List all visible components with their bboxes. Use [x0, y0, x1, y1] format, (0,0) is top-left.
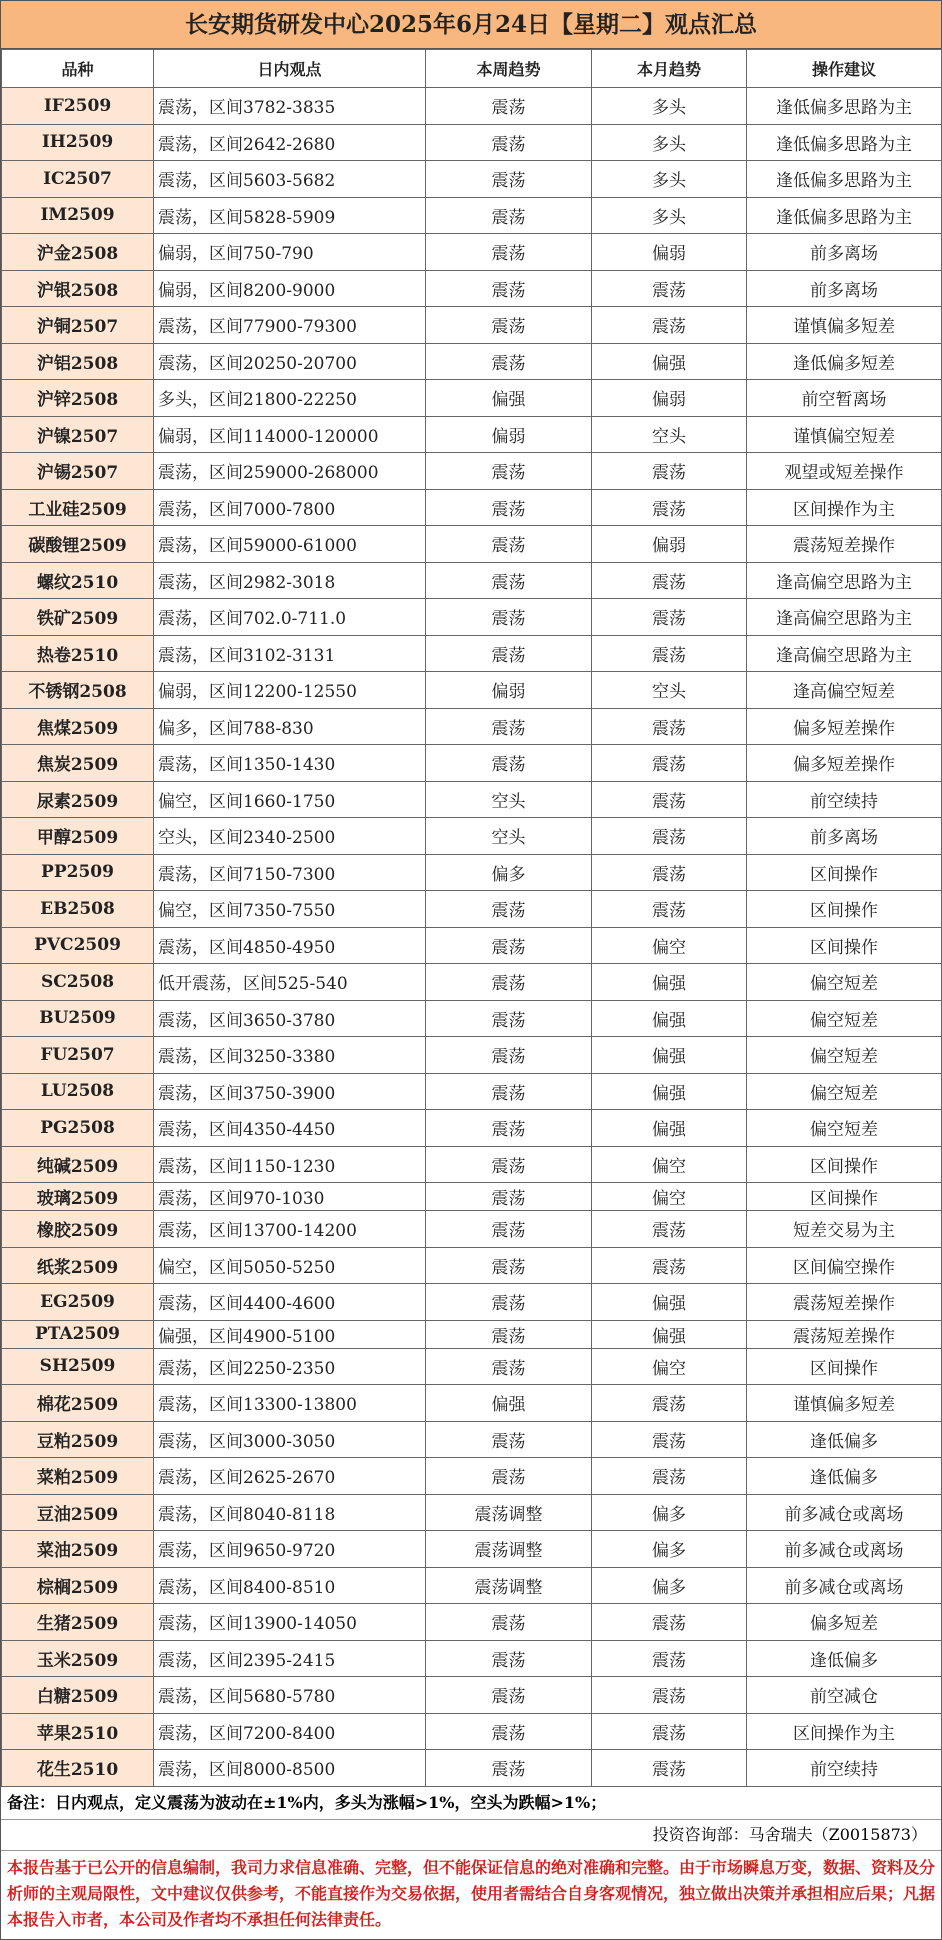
cell-advice: 前空续持: [747, 1750, 942, 1787]
table-row: [2, 234, 942, 271]
cell-intraday-view: 震荡，区间3650-3780: [154, 1000, 426, 1037]
cell-advice: 偏多短差操作: [747, 708, 942, 745]
table-row: [2, 927, 942, 964]
cell-weekly-trend: 震荡: [426, 234, 592, 271]
cell-monthly-trend: 震荡: [592, 745, 747, 782]
cell-weekly-trend: 震荡: [426, 526, 592, 563]
cell-intraday-view: 震荡，区间7200-8400: [154, 1713, 426, 1750]
cell-variety: 螺纹2510: [2, 562, 154, 599]
table-row: [2, 1320, 942, 1348]
cell-variety: IF2509: [2, 88, 154, 125]
table-row: [2, 1073, 942, 1110]
cell-advice: 前多减仓或离场: [747, 1494, 942, 1531]
cell-intraday-view: 震荡，区间13700-14200: [154, 1211, 426, 1248]
cell-intraday-view: 震荡，区间3250-3380: [154, 1037, 426, 1074]
cell-intraday-view: 震荡，区间3782-3835: [154, 88, 426, 125]
cell-monthly-trend: 震荡: [592, 1421, 747, 1458]
cell-variety: 沪铝2508: [2, 343, 154, 380]
cell-weekly-trend: 震荡: [426, 1146, 592, 1183]
report-title: 长安期货研发中心2025年6月24日【星期二】观点汇总: [1, 1, 941, 49]
cell-advice: 区间操作: [747, 927, 942, 964]
header-weekly-trend: 本周趋势: [426, 50, 592, 88]
table-row: [2, 489, 942, 526]
cell-monthly-trend: 多头: [592, 124, 747, 161]
cell-weekly-trend: 震荡: [426, 1037, 592, 1074]
cell-intraday-view: 震荡，区间4350-4450: [154, 1110, 426, 1147]
table-row: [2, 1348, 942, 1385]
table-row: [2, 161, 942, 198]
cell-advice: 偏空短差: [747, 964, 942, 1001]
cell-advice: 震荡短差操作: [747, 1320, 942, 1348]
cell-variety: LU2508: [2, 1073, 154, 1110]
cell-weekly-trend: 震荡: [426, 599, 592, 636]
cell-variety: 沪银2508: [2, 270, 154, 307]
cell-weekly-trend: 震荡调整: [426, 1494, 592, 1531]
cell-weekly-trend: 震荡: [426, 343, 592, 380]
cell-advice: 谨慎偏多短差: [747, 1385, 942, 1422]
cell-variety: FU2507: [2, 1037, 154, 1074]
cell-monthly-trend: 空头: [592, 416, 747, 453]
table-row: [2, 708, 942, 745]
cell-intraday-view: 震荡，区间13300-13800: [154, 1385, 426, 1422]
cell-advice: 谨慎偏多短差: [747, 307, 942, 344]
cell-variety: 豆粕2509: [2, 1421, 154, 1458]
disclaimer: 本报告基于已公开的信息编制，我司力求信息准确、完整，但不能保证信息的绝对准确和完整。由于市场瞬息万变，数据、资料及分析师的主观局限性，文中建议仅供参考，不能直接作为交易依据，使用者需结合自身客观情况，独立做出决策并承担相应后果；凡据本报告入市者，本公司及作者均不承担任何法律责任。: [7, 1857, 936, 1929]
cell-monthly-trend: 震荡: [592, 854, 747, 891]
cell-intraday-view: 低开震荡，区间525-540: [154, 964, 426, 1001]
cell-advice: 区间操作为主: [747, 489, 942, 526]
cell-advice: 逢低偏多思路为主: [747, 124, 942, 161]
table-row: [2, 307, 942, 344]
cell-intraday-view: 震荡，区间8400-8510: [154, 1567, 426, 1604]
table-header-row: [2, 50, 942, 88]
cell-variety: PP2509: [2, 854, 154, 891]
cell-intraday-view: 震荡，区间7150-7300: [154, 854, 426, 891]
cell-intraday-view: 震荡，区间4850-4950: [154, 927, 426, 964]
cell-variety: 碳酸锂2509: [2, 526, 154, 563]
cell-variety: 沪金2508: [2, 234, 154, 271]
cell-advice: 偏多短差: [747, 1604, 942, 1641]
cell-weekly-trend: 空头: [426, 781, 592, 818]
table-row: [2, 1640, 942, 1677]
cell-monthly-trend: 多头: [592, 88, 747, 125]
cell-weekly-trend: 偏弱: [426, 672, 592, 709]
cell-weekly-trend: 震荡: [426, 1677, 592, 1714]
cell-monthly-trend: 震荡: [592, 1640, 747, 1677]
cell-advice: 逢低偏多: [747, 1640, 942, 1677]
cell-monthly-trend: 偏弱: [592, 526, 747, 563]
cell-intraday-view: 震荡，区间2250-2350: [154, 1348, 426, 1385]
cell-intraday-view: 震荡，区间5603-5682: [154, 161, 426, 198]
table-row: [2, 818, 942, 855]
cell-intraday-view: 震荡，区间259000-268000: [154, 453, 426, 490]
cell-weekly-trend: 震荡: [426, 1713, 592, 1750]
header-advice: 操作建议: [747, 50, 942, 88]
cell-advice: 逢低偏多短差: [747, 343, 942, 380]
table-row: [2, 1037, 942, 1074]
cell-weekly-trend: 震荡: [426, 745, 592, 782]
table-row: [2, 745, 942, 782]
cell-variety: 豆油2509: [2, 1494, 154, 1531]
cell-intraday-view: 震荡，区间9650-9720: [154, 1531, 426, 1568]
table-row: [2, 526, 942, 563]
cell-variety: SC2508: [2, 964, 154, 1001]
cell-weekly-trend: 震荡: [426, 635, 592, 672]
table-row: [2, 891, 942, 928]
cell-monthly-trend: 偏强: [592, 1320, 747, 1348]
cell-variety: PG2508: [2, 1110, 154, 1147]
cell-variety: 玉米2509: [2, 1640, 154, 1677]
cell-advice: 区间操作: [747, 854, 942, 891]
table-row: [2, 1284, 942, 1321]
table-row: [2, 599, 942, 636]
cell-intraday-view: 震荡，区间77900-79300: [154, 307, 426, 344]
cell-monthly-trend: 偏强: [592, 343, 747, 380]
cell-monthly-trend: 震荡: [592, 635, 747, 672]
cell-advice: 前多离场: [747, 818, 942, 855]
cell-variety: EG2509: [2, 1284, 154, 1321]
cell-intraday-view: 震荡，区间5680-5780: [154, 1677, 426, 1714]
cell-variety: 不锈钢2508: [2, 672, 154, 709]
cell-weekly-trend: 震荡: [426, 708, 592, 745]
cell-intraday-view: 偏空，区间1660-1750: [154, 781, 426, 818]
cell-variety: IM2509: [2, 197, 154, 234]
cell-variety: 苹果2510: [2, 1713, 154, 1750]
cell-weekly-trend: 震荡: [426, 1348, 592, 1385]
cell-intraday-view: 震荡，区间1150-1230: [154, 1146, 426, 1183]
cell-weekly-trend: 震荡: [426, 489, 592, 526]
cell-variety: 白糖2509: [2, 1677, 154, 1714]
cell-intraday-view: 震荡，区间59000-61000: [154, 526, 426, 563]
table-row: [2, 270, 942, 307]
cell-weekly-trend: 震荡: [426, 1750, 592, 1787]
cell-intraday-view: 震荡，区间2625-2670: [154, 1458, 426, 1495]
cell-weekly-trend: 震荡: [426, 1640, 592, 1677]
cell-advice: 逢低偏多思路为主: [747, 88, 942, 125]
cell-weekly-trend: 震荡: [426, 124, 592, 161]
table-row: [2, 1677, 942, 1714]
cell-monthly-trend: 震荡: [592, 1385, 747, 1422]
cell-variety: SH2509: [2, 1348, 154, 1385]
table-row: [2, 1110, 942, 1147]
cell-intraday-view: 震荡，区间4400-4600: [154, 1284, 426, 1321]
cell-variety: EB2508: [2, 891, 154, 928]
table-row: [2, 1458, 942, 1495]
cell-weekly-trend: 震荡: [426, 1000, 592, 1037]
cell-intraday-view: 偏弱，区间8200-9000: [154, 270, 426, 307]
cell-variety: 橡胶2509: [2, 1211, 154, 1248]
cell-variety: IC2507: [2, 161, 154, 198]
header-monthly-trend: 本月趋势: [592, 50, 747, 88]
cell-intraday-view: 震荡，区间702.0-711.0: [154, 599, 426, 636]
cell-weekly-trend: 震荡: [426, 891, 592, 928]
cell-variety: 沪锡2507: [2, 453, 154, 490]
cell-monthly-trend: 震荡: [592, 453, 747, 490]
cell-intraday-view: 多头，区间21800-22250: [154, 380, 426, 417]
cell-advice: 前空续持: [747, 781, 942, 818]
cell-monthly-trend: 偏多: [592, 1531, 747, 1568]
header-intraday-view: 日内观点: [154, 50, 426, 88]
cell-advice: 区间操作: [747, 891, 942, 928]
header-variety: 品种: [2, 50, 154, 88]
cell-advice: 偏空短差: [747, 1000, 942, 1037]
cell-monthly-trend: 震荡: [592, 781, 747, 818]
cell-intraday-view: 震荡，区间2642-2680: [154, 124, 426, 161]
table-row: [2, 1247, 942, 1284]
cell-advice: 偏多短差操作: [747, 745, 942, 782]
cell-advice: 区间操作: [747, 1183, 942, 1211]
cell-monthly-trend: 偏强: [592, 1073, 747, 1110]
cell-monthly-trend: 偏多: [592, 1567, 747, 1604]
table-row: [2, 1567, 942, 1604]
cell-intraday-view: 空头，区间2340-2500: [154, 818, 426, 855]
cell-intraday-view: 偏强，区间4900-5100: [154, 1320, 426, 1348]
cell-intraday-view: 震荡，区间2395-2415: [154, 1640, 426, 1677]
cell-monthly-trend: 偏弱: [592, 234, 747, 271]
cell-weekly-trend: 震荡: [426, 1110, 592, 1147]
cell-variety: 纸浆2509: [2, 1247, 154, 1284]
cell-advice: 逢低偏多思路为主: [747, 197, 942, 234]
cell-monthly-trend: 偏强: [592, 1110, 747, 1147]
table-row: [2, 380, 942, 417]
cell-weekly-trend: 震荡: [426, 1211, 592, 1248]
cell-monthly-trend: 震荡: [592, 1750, 747, 1787]
cell-variety: PTA2509: [2, 1320, 154, 1348]
cell-advice: 逢高偏空思路为主: [747, 635, 942, 672]
table-row: [2, 88, 942, 125]
cell-monthly-trend: 震荡: [592, 599, 747, 636]
cell-weekly-trend: 震荡: [426, 88, 592, 125]
cell-variety: 沪镍2507: [2, 416, 154, 453]
cell-weekly-trend: 震荡: [426, 197, 592, 234]
cell-variety: 热卷2510: [2, 635, 154, 672]
cell-weekly-trend: 震荡: [426, 964, 592, 1001]
table-row: [2, 453, 942, 490]
table-row: [2, 343, 942, 380]
cell-monthly-trend: 偏空: [592, 927, 747, 964]
cell-advice: 逢高偏空思路为主: [747, 599, 942, 636]
cell-monthly-trend: 震荡: [592, 270, 747, 307]
cell-monthly-trend: 偏多: [592, 1494, 747, 1531]
cell-monthly-trend: 震荡: [592, 307, 747, 344]
cell-variety: BU2509: [2, 1000, 154, 1037]
cell-advice: 前多离场: [747, 234, 942, 271]
cell-intraday-view: 震荡，区间13900-14050: [154, 1604, 426, 1641]
cell-advice: 区间操作为主: [747, 1713, 942, 1750]
cell-intraday-view: 震荡，区间1350-1430: [154, 745, 426, 782]
cell-variety: PVC2509: [2, 927, 154, 964]
cell-weekly-trend: 震荡: [426, 1073, 592, 1110]
cell-monthly-trend: 震荡: [592, 1604, 747, 1641]
cell-advice: 逢低偏多思路为主: [747, 161, 942, 198]
table-row: [2, 1385, 942, 1422]
cell-weekly-trend: 偏强: [426, 380, 592, 417]
cell-weekly-trend: 震荡: [426, 927, 592, 964]
cell-weekly-trend: 空头: [426, 818, 592, 855]
cell-weekly-trend: 震荡: [426, 453, 592, 490]
table-row: [2, 197, 942, 234]
cell-intraday-view: 震荡，区间8000-8500: [154, 1750, 426, 1787]
cell-advice: 观望或短差操作: [747, 453, 942, 490]
cell-advice: 逢高偏空思路为主: [747, 562, 942, 599]
cell-advice: 偏空短差: [747, 1037, 942, 1074]
table-row: [2, 1713, 942, 1750]
cell-weekly-trend: 震荡: [426, 1284, 592, 1321]
cell-monthly-trend: 震荡: [592, 1713, 747, 1750]
cell-monthly-trend: 震荡: [592, 1211, 747, 1248]
cell-advice: 前多离场: [747, 270, 942, 307]
cell-advice: 谨慎偏空短差: [747, 416, 942, 453]
cell-monthly-trend: 偏弱: [592, 380, 747, 417]
cell-variety: 菜粕2509: [2, 1458, 154, 1495]
cell-intraday-view: 震荡，区间5828-5909: [154, 197, 426, 234]
cell-monthly-trend: 偏强: [592, 1000, 747, 1037]
cell-intraday-view: 震荡，区间20250-20700: [154, 343, 426, 380]
cell-variety: 焦炭2509: [2, 745, 154, 782]
table-row: [2, 781, 942, 818]
cell-weekly-trend: 震荡: [426, 1320, 592, 1348]
table-row: [2, 1146, 942, 1183]
cell-monthly-trend: 偏强: [592, 1037, 747, 1074]
table-row: [2, 1531, 942, 1568]
table-row: [2, 964, 942, 1001]
cell-monthly-trend: 偏强: [592, 964, 747, 1001]
cell-variety: 棕榈2509: [2, 1567, 154, 1604]
table-row: [2, 1211, 942, 1248]
cell-variety: 工业硅2509: [2, 489, 154, 526]
cell-intraday-view: 偏弱，区间114000-120000: [154, 416, 426, 453]
cell-advice: 偏空短差: [747, 1073, 942, 1110]
cell-intraday-view: 震荡，区间3102-3131: [154, 635, 426, 672]
table-row: [2, 1183, 942, 1211]
cell-monthly-trend: 偏空: [592, 1183, 747, 1211]
table-row: [2, 1000, 942, 1037]
cell-advice: 偏空短差: [747, 1110, 942, 1147]
cell-intraday-view: 震荡，区间2982-3018: [154, 562, 426, 599]
cell-weekly-trend: 震荡: [426, 161, 592, 198]
cell-advice: 前空暂离场: [747, 380, 942, 417]
table-row: [2, 672, 942, 709]
cell-variety: 棉花2509: [2, 1385, 154, 1422]
cell-advice: 逢低偏多: [747, 1421, 942, 1458]
cell-weekly-trend: 震荡: [426, 562, 592, 599]
cell-intraday-view: 震荡，区间970-1030: [154, 1183, 426, 1211]
cell-weekly-trend: 震荡: [426, 1604, 592, 1641]
table-row: [2, 635, 942, 672]
cell-weekly-trend: 震荡: [426, 307, 592, 344]
cell-monthly-trend: 震荡: [592, 489, 747, 526]
cell-variety: 焦煤2509: [2, 708, 154, 745]
cell-weekly-trend: 震荡调整: [426, 1531, 592, 1568]
cell-advice: 区间操作: [747, 1146, 942, 1183]
table-row: [2, 1604, 942, 1641]
cell-intraday-view: 偏空，区间7350-7550: [154, 891, 426, 928]
cell-monthly-trend: 震荡: [592, 1458, 747, 1495]
cell-weekly-trend: 震荡: [426, 1421, 592, 1458]
table-row: [2, 1750, 942, 1787]
cell-advice: 逢低偏多: [747, 1458, 942, 1495]
cell-weekly-trend: 偏弱: [426, 416, 592, 453]
cell-weekly-trend: 震荡: [426, 1183, 592, 1211]
cell-advice: 区间操作: [747, 1348, 942, 1385]
cell-advice: 震荡短差操作: [747, 526, 942, 563]
cell-weekly-trend: 偏强: [426, 1385, 592, 1422]
contact: 投资咨询部：马舍瑞夫（Z0015873）: [1, 1820, 941, 1851]
table-row: [2, 1494, 942, 1531]
cell-intraday-view: 偏弱，区间750-790: [154, 234, 426, 271]
cell-variety: 甲醇2509: [2, 818, 154, 855]
cell-intraday-view: 震荡，区间8040-8118: [154, 1494, 426, 1531]
cell-monthly-trend: 偏空: [592, 1348, 747, 1385]
viewpoint-table: [1, 49, 942, 1787]
cell-weekly-trend: 偏多: [426, 854, 592, 891]
cell-monthly-trend: 震荡: [592, 708, 747, 745]
table-row: [2, 416, 942, 453]
cell-monthly-trend: 震荡: [592, 891, 747, 928]
cell-monthly-trend: 空头: [592, 672, 747, 709]
cell-monthly-trend: 震荡: [592, 1247, 747, 1284]
cell-variety: 玻璃2509: [2, 1183, 154, 1211]
table-row: [2, 124, 942, 161]
cell-weekly-trend: 震荡: [426, 1247, 592, 1284]
cell-variety: 尿素2509: [2, 781, 154, 818]
cell-variety: 菜油2509: [2, 1531, 154, 1568]
cell-advice: 逢高偏空短差: [747, 672, 942, 709]
cell-weekly-trend: 震荡调整: [426, 1567, 592, 1604]
cell-advice: 区间偏空操作: [747, 1247, 942, 1284]
note: 备注：日内观点，定义震荡为波动在±1%内，多头为涨幅>1%，空头为跌幅>1%；: [1, 1787, 941, 1820]
cell-monthly-trend: 震荡: [592, 562, 747, 599]
cell-advice: 前多减仓或离场: [747, 1567, 942, 1604]
cell-monthly-trend: 震荡: [592, 1677, 747, 1714]
cell-monthly-trend: 多头: [592, 161, 747, 198]
cell-monthly-trend: 多头: [592, 197, 747, 234]
cell-intraday-view: 震荡，区间7000-7800: [154, 489, 426, 526]
cell-advice: 前多减仓或离场: [747, 1531, 942, 1568]
cell-advice: 短差交易为主: [747, 1211, 942, 1248]
cell-weekly-trend: 震荡: [426, 270, 592, 307]
table-row: [2, 854, 942, 891]
cell-weekly-trend: 震荡: [426, 1458, 592, 1495]
cell-intraday-view: 震荡，区间3750-3900: [154, 1073, 426, 1110]
cell-monthly-trend: 震荡: [592, 818, 747, 855]
cell-intraday-view: 震荡，区间3000-3050: [154, 1421, 426, 1458]
cell-advice: 震荡短差操作: [747, 1284, 942, 1321]
cell-monthly-trend: 偏强: [592, 1284, 747, 1321]
cell-intraday-view: 偏多，区间788-830: [154, 708, 426, 745]
cell-variety: 纯碱2509: [2, 1146, 154, 1183]
cell-variety: IH2509: [2, 124, 154, 161]
table-row: [2, 562, 942, 599]
cell-variety: 花生2510: [2, 1750, 154, 1787]
cell-monthly-trend: 偏空: [592, 1146, 747, 1183]
cell-intraday-view: 偏弱，区间12200-12550: [154, 672, 426, 709]
cell-intraday-view: 偏空，区间5050-5250: [154, 1247, 426, 1284]
cell-advice: 前空减仓: [747, 1677, 942, 1714]
cell-variety: 沪锌2508: [2, 380, 154, 417]
cell-variety: 沪铜2507: [2, 307, 154, 344]
table-row: [2, 1421, 942, 1458]
cell-variety: 铁矿2509: [2, 599, 154, 636]
cell-variety: 生猪2509: [2, 1604, 154, 1641]
